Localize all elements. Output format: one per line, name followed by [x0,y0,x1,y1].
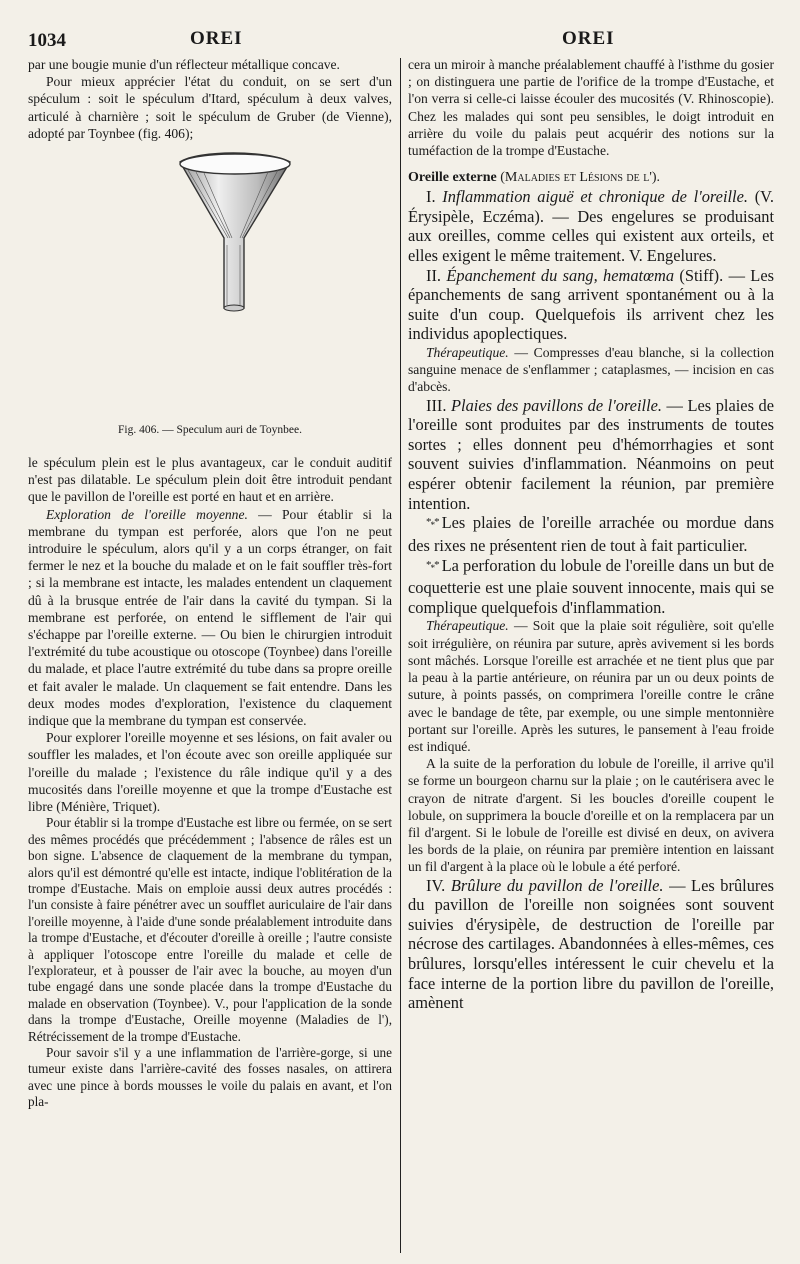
running-head-left: OREI [190,28,243,49]
running-head-right: OREI [562,28,615,49]
s3-therapeutique [408,617,774,755]
s3-ther-label: Thérapeutique. [426,618,509,634]
right-column [408,56,774,1256]
subsection-plaies [408,396,774,514]
paragraph-continuation: par une bougie munie d'un réflecteur métallique concave. [28,57,340,72]
s2-therapeutique [408,344,774,396]
paragraph-trompe: Pour établir si la trompe d'Eustache est libre ou fermée, on se sert des mêmes procédés que précédemment ; l'absence de râles est un bon signe. L'absence de claquement de la membrane du tympan, alors qu'il est démontré qu'elle est intacte, indique l'oblitération de la trompe d'Eustache. Mais on emploie aussi deux autres procédés : l'un consiste à faire pénétrer avec un soufflet auriculaire de l'air dans l'oreille moyenne, à l'aide d'une sonde préalablement introduite dans la trompe d'Eustache, et d'écouter d'oreille à oreille ; l'autre consiste à appliquer l'otoscope entre l'oreille du malade et celle de l'explorateur, et à pousser de l'air avec la bouche, au moyen d'un tube engagé dans une sonde placée dans la trompe d'Eustache du malade en observation (Toynbee). V., pour l'application de la sonde dans la trompe d'Eustache, Oreille moyenne (Maladies de l'), Rétrécissement de la trompe d'Eustache. [28,815,392,1044]
paragraph-speculum-plein: le spéculum plein est le plus avantageux, car le conduit auditif n'est pas dilatable. Le spéculum plein doit être introduit pendant que le pavillon de l'oreille est porté en haut et en arrière. [28,455,392,505]
s4-number: IV. [426,875,446,895]
subsection-brulure [408,876,774,1013]
s3-title: Plaies des pavillons de l'oreille. [451,395,662,415]
column-divider [400,58,401,1253]
asterism-icon: $*_**$ [426,558,439,573]
s2-title: Épanchement du sang, hematœma [446,265,675,285]
s1-number: I. [426,187,436,207]
figure-caption: Fig. 406. — Speculum auri de Toynbee. [118,424,302,437]
s1-text: (V. Érysipèle, Eczéma). — Des engelures se produisant aux oreilles, comme celles qui existent aux orteils, et elles exigent le même traitement. V. Engelures. [408,187,774,265]
paragraph-arriere-gorge: Pour savoir s'il y a une inflammation de l'arrière-gorge, si une tumeur existe dans l'arrière-cavité des fosses nasales, on attirera avec une pince à bords mousses le voile du palais en avant, et l'on pla- [28,1044,392,1110]
exploration-title: Exploration de l'oreille moyenne. [46,506,248,522]
subsection-epanchement [408,266,774,344]
figure-speculum [28,148,392,448]
s3-lobule-paragraph: A la suite de la perforation du lobule de l'oreille, il arrive qu'il se forme un bourgeon charnu sur la plaie ; on le cautérisera avec le crayon de nitrate d'argent. Si les boucles d'oreille coupent le lobule, on supprimera la boucle d'oreille et on la remplacera par un fil d'argent. Si le lobule de l'oreille est divisé en deux, on avivera les bords de la plaie, on réunira par première intention en laissant un fil d'argent à la place où le lobule a été perforé. [408,756,774,875]
s4-text: — Les brûlures du pavillon de l'oreille non soignées sont souvent suivies d'érysipèle, de destruction de l'oreille par nécrose des cartilages. Abandonnées à elles-mêmes, ces brûlures, lorsqu'elles intéressent le cuir chevelu et la face interne de la portion libre du pavillon de l'oreille, amènent [408,875,774,1013]
s3-text: — Les plaies de l'oreille sont produites par des instruments de toutes sortes ; elles donnent peu d'hémorrhagies et sont souvent suivies d'inflammation. Néanmoins on peut espérer obtenir facilement la réunion, par première intention. [408,395,774,513]
s2-ther-label: Thérapeutique. [426,344,509,360]
left-column [28,56,392,1256]
s3-note1-text: Les plaies de l'oreille arrachée ou mordue dans des rixes ne présentent rien de tout à fait particulier. [408,513,774,555]
section-title-rest: (Maladies et Lésions de l'). [496,170,661,186]
section-title [408,169,774,187]
paragraph-explorer: Pour explorer l'oreille moyenne et ses lésions, on fait avaler ou souffler les malades, et l'on écoute avec son oreille appliquée sur l'oreille du malade ; l'existence du râle indique qu'il y a des mucosités dans l'oreille moyenne et que la trompe d'Eustache est libre (Ménière, Triquet). [28,730,392,815]
paragraph-miroir: cera un miroir à manche préalablement chauffé à l'isthme du gosier ; on distinguera une partie de l'orifice de la trompe d'Eustache, et l'on verra si celle-ci laisse écouler des mucosités (V. Rhinoscopie). Chez les malades qui sont peu sensibles, le doigt introduit en arrière du voile du palais peut acquérir des notions sur la tuméfaction de la trompe d'Eustache. [408,57,774,159]
s2-text: (Stiff). — Les épanchements de sang arrivent spontanément ou à la suite d'un coup. Quelquefois ils arrivent chez les individus apoplectiques. [408,265,774,344]
subsection-inflammation [408,187,774,265]
s2-number: II. [426,265,442,285]
s3-note-lobule [408,556,774,618]
s1-title: Inflammation aiguë et chronique de l'oreille. [442,187,748,207]
s3-ther-text: — Soit que la plaie soit régulière, soit qu'elle soit irrégulière, on réunira par suture, après avivement si les bords sont mâchés. Lorsque l'oreille est arrachée et ne tient plus que par la peau à la partie antérieure, on réunira par un ou deux points de suture, à points passés, on comprimera l'oreille contre le crâne avec le bandage de tête, par exemple, ou une simple mentonnière portant sur l'oreille. Après les sutures, le pansement à l'eau froide est indiqué. [408,618,774,754]
section-title-bold: Oreille externe [408,170,497,186]
paragraph-exploration [28,506,392,730]
s4-title: Brûlure du pavillon de l'oreille. [450,875,664,895]
page-number: 1034 [28,30,66,51]
page-header [0,0,800,56]
paragraph-speculum: Pour mieux apprécier l'état du conduit, on se sert d'un spéculum : soit le spéculum d'Itard, spéculum à deux valves, articulé à charnière ; soit le spéculum de Gruber (de Vienne), adopté par Toynbee (fig. 406); [28,74,392,141]
s3-note2-text: La perforation du lobule de l'oreille dans un but de coquetterie est une plaie souvent innocente, mais qui se complique quelquefois d'inflammation. [408,555,774,617]
s3-number: III. [426,395,447,415]
asterism-icon: $*_**$ [426,516,439,531]
s2-ther-text: — Compresses d'eau blanche, si la collection sanguine menace de s'enflammer ; cataplasmes, — incision en cas d'abcès. [408,344,774,395]
exploration-text: — Pour établir si la membrane du tympan est perforée, alors que l'on ne peut introduire le spéculum, alors qu'il y a un corps étranger, on fait fermer le nez et la bouche du malade et on le fait souffler très-fort ; si la membrane est intacte, les malades entendent un claquement dû à la brusque entrée de l'air dans la cavité du tympan. Si la membrane est perforée, on entend le sifflement de l'air qui s'échappe par l'oreille externe. — Ou bien le chirurgien introduit l'extrémité du tube acoustique ou otoscope (Toynbee) dans l'oreille du malade, et place l'autre extrémité du tube dans sa propre oreille et fait avaler le malade. Un claquement se fait entendre. Dans les deux modes modes d'exploration, l'existence du claquement indique que la membrane du tympan est conservée. [28,506,392,729]
speculum-illustration [128,150,298,320]
s3-note-arrachee [408,513,774,555]
